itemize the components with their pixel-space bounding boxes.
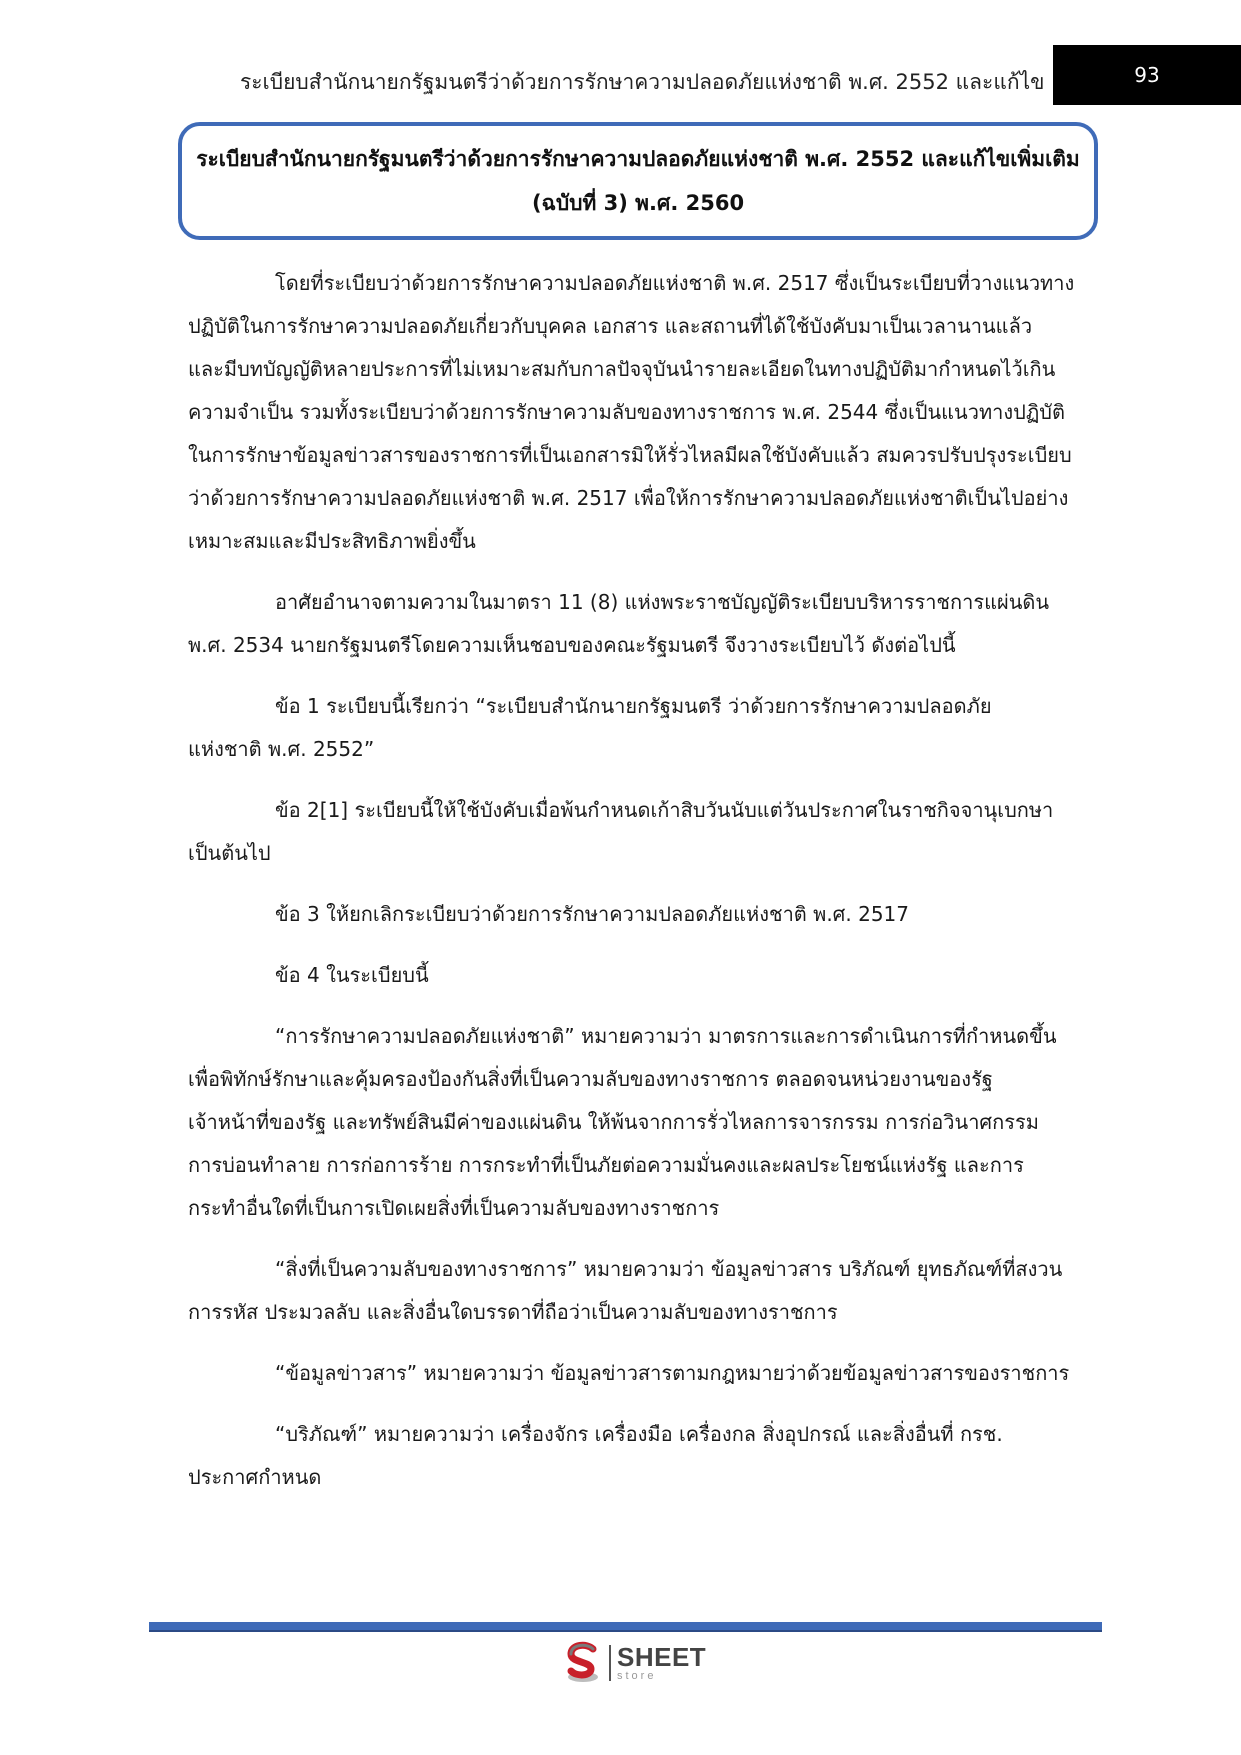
paragraph <box>188 1352 1092 1395</box>
logo-separator <box>609 1645 611 1681</box>
paragraph <box>188 1413 1092 1499</box>
document-title-box <box>178 122 1098 240</box>
paragraph-line: “บริภัณฑ์” หมายความว่า เครื่องจักร เครื่องมือ เครื่องกล สิ่งอุปกรณ์ และสิ่งอื่นที่ กรช. <box>275 1422 1003 1446</box>
logo-word: SHEET <box>617 1642 707 1672</box>
paragraph <box>188 1248 1092 1334</box>
paragraph-line: โดยที่ระเบียบว่าด้วยการรักษาความปลอดภัยแห่งชาติ พ.ศ. 2517 ซึ่งเป็นระเบียบที่วางแนวทาง <box>275 271 1075 295</box>
paragraph-line: พ.ศ. 2534 นายกรัฐมนตรีโดยความเห็นชอบของคณะรัฐมนตรี จึงวางระเบียบไว้ ดังต่อไปนี้ <box>188 633 956 657</box>
paragraph-line: ข้อ 4 ในระเบียบนี้ <box>275 963 429 987</box>
paragraph <box>188 581 1092 667</box>
paragraph-line: อาศัยอำนาจตามความในมาตรา 11 (8) แห่งพระราชบัญญัติระเบียบบริหารราชการแผ่นดิน <box>275 590 1050 614</box>
paragraph-line: “สิ่งที่เป็นความลับของทางราชการ” หมายความว่า ข้อมูลข่าวสาร บริภัณฑ์ ยุทธภัณฑ์ที่สงวน <box>275 1257 1063 1281</box>
logo-text <box>617 1644 706 1682</box>
paragraph-line: การบ่อนทำลาย การก่อการร้าย การกระทำที่เป็นภัยต่อความมั่นคงและผลประโยชน์แห่งรัฐ และการ <box>188 1153 1024 1177</box>
document-title-line-2: (ฉบับที่ 3) พ.ศ. 2560 <box>531 191 745 215</box>
paragraph <box>188 1015 1092 1230</box>
paragraph-line: “การรักษาความปลอดภัยแห่งชาติ” หมายความว่า มาตรการและการดำเนินการที่กำหนดขึ้น <box>275 1024 1057 1048</box>
document-body <box>188 262 1092 1517</box>
paragraph-line: ข้อ 2[1] ระเบียบนี้ให้ใช้บังคับเมื่อพ้นกำหนดเก้าสิบวันนับแต่วันประกาศในราชกิจจานุเบกษา <box>275 798 1054 822</box>
paragraph-line: “ข้อมูลข่าวสาร” หมายความว่า ข้อมูลข่าวสารตามกฎหมายว่าด้วยข้อมูลข่าวสารของราชการ <box>275 1361 1070 1385</box>
paragraph <box>188 262 1092 563</box>
document-title-line-1: ระเบียบสำนักนายกรัฐมนตรีว่าด้วยการรักษาความปลอดภัยแห่งชาติ พ.ศ. 2552 และแก้ไขเพิ่มเติม <box>196 147 1080 171</box>
paragraph-line: ความจำเป็น รวมทั้งระเบียบว่าด้วยการรักษาความลับของทางราชการ พ.ศ. 2544 ซึ่งเป็นแนวทางปฏิบัติ <box>188 400 1065 424</box>
paragraph-line: ข้อ 3 ให้ยกเลิกระเบียบว่าด้วยการรักษาความปลอดภัยแห่งชาติ พ.ศ. 2517 <box>275 902 909 926</box>
paragraph-line: เจ้าหน้าที่ของรัฐ และทรัพย์สินมีค่าของแผ่นดิน ให้พ้นจากการรั่วไหลการจารกรรม การก่อวินาศกรรม <box>188 1110 1039 1134</box>
paragraph-line: แห่งชาติ พ.ศ. 2552” <box>188 737 375 761</box>
paragraph-line: และมีบทบัญญัติหลายประการที่ไม่เหมาะสมกับกาลปัจจุบันนำรายละเอียดในทางปฏิบัติมากำหนดไว้เกิน <box>188 357 1056 381</box>
paragraph <box>188 893 1092 936</box>
paragraph-line: ว่าด้วยการรักษาความปลอดภัยแห่งชาติ พ.ศ. 2517 เพื่อให้การรักษาความปลอดภัยแห่งชาติเป็นไปอย่าง <box>188 486 1069 510</box>
paragraph-line: ในการรักษาข้อมูลข่าวสารของราชการที่เป็นเอกสารมิให้รั่วไหลมีผลใช้บังคับแล้ว สมควรปรับปรุงระเบียบ <box>188 443 1072 467</box>
paragraph <box>188 954 1092 997</box>
paragraph-line: กระทำอื่นใดที่เป็นการเปิดเผยสิ่งที่เป็นความลับของทางราชการ <box>188 1196 720 1220</box>
paragraph <box>188 789 1092 875</box>
page-number: 93 <box>1053 45 1241 105</box>
paragraph-line: เหมาะสมและมีประสิทธิภาพยิ่งขึ้น <box>188 529 476 553</box>
paragraph-line: ข้อ 1 ระเบียบนี้เรียกว่า “ระเบียบสำนักนายกรัฐมนตรี ว่าด้วยการรักษาความปลอดภัย <box>275 694 992 718</box>
paragraph-line: ประกาศกำหนด <box>188 1465 322 1489</box>
footer-logo <box>563 1641 706 1685</box>
paragraph-line: ปฏิบัติในการรักษาความปลอดภัยเกี่ยวกับบุคคล เอกสาร และสถานที่ได้ใช้บังคับมาเป็นเวลานานแล้ว <box>188 314 1033 338</box>
paragraph-line: การรหัส ประมวลลับ และสิ่งอื่นใดบรรดาที่ถือว่าเป็นความลับของทางราชการ <box>188 1300 838 1324</box>
logo-sub: store <box>617 1670 657 1682</box>
sheet-store-s-icon <box>563 1641 603 1685</box>
paragraph-line: เพื่อพิทักษ์รักษาและคุ้มครองป้องกันสิ่งที่เป็นความลับของทางราชการ ตลอดจนหน่วยงานของรัฐ <box>188 1067 993 1091</box>
running-header-title: ระเบียบสำนักนายกรัฐมนตรีว่าด้วยการรักษาความปลอดภัยแห่งชาติ พ.ศ. 2552 และแก้ไข <box>240 70 1045 94</box>
paragraph <box>188 685 1092 771</box>
paragraph-line: เป็นต้นไป <box>188 841 271 865</box>
footer-rule <box>149 1622 1102 1632</box>
